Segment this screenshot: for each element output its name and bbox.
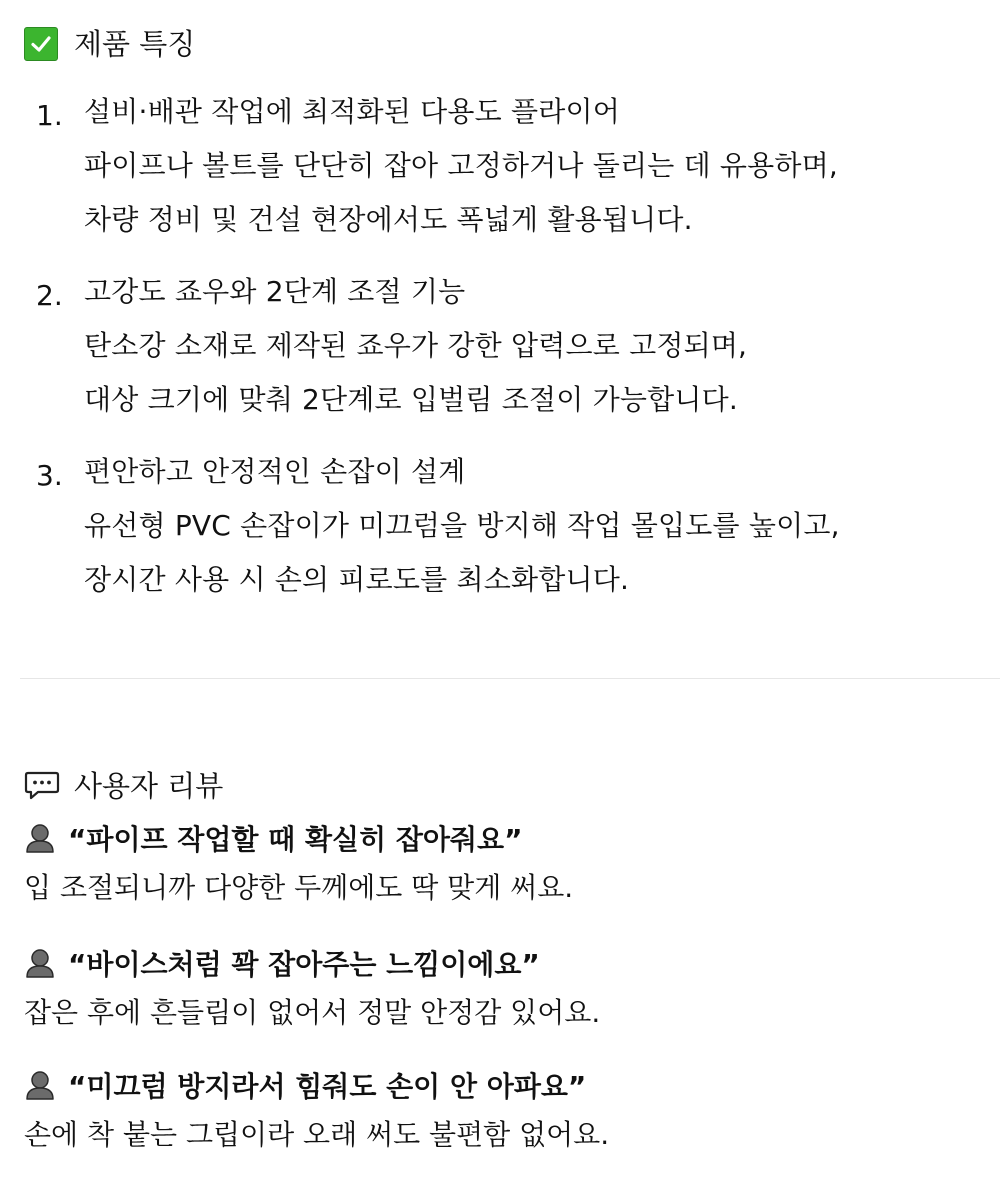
reviews-title — [24, 766, 223, 806]
feature-heading: 편안하고 안정적인 손잡이 설계 — [84, 455, 466, 488]
speech-bubble-icon — [24, 770, 60, 802]
feature-description-line: 파이프나 볼트를 단단히 잡아 고정하거나 돌리는 데 유용하며, — [84, 149, 839, 182]
feature-description-line: 장시간 사용 시 손의 피로도를 최소화합니다. — [84, 563, 630, 596]
features-list — [0, 90, 1000, 630]
review-quote: “바이스처럼 꽉 잡아주는 느낌이에요” — [68, 948, 540, 981]
feature-number: 2. — [36, 279, 63, 312]
features-title-text: 제품 특징 — [74, 27, 196, 61]
review-quote-row — [24, 816, 984, 860]
review-text: 손에 착 붙는 그립이라 오래 써도 불편함 없어요. — [24, 1118, 610, 1151]
person-silhouette-icon — [24, 822, 56, 854]
feature-heading: 설비·배관 작업에 최적화된 다용도 플라이어 — [84, 95, 620, 128]
review-quote: “미끄럼 방지라서 힘줘도 손이 안 아파요” — [68, 1070, 587, 1103]
review-quote-row — [24, 941, 984, 985]
reviews-title-text: 사용자 리뷰 — [74, 769, 224, 803]
feature-description-line: 대상 크기에 맞춰 2단계로 입벌림 조절이 가능합니다. — [84, 383, 738, 416]
person-silhouette-icon — [24, 947, 56, 979]
review-item — [24, 941, 984, 1035]
review-item — [24, 1063, 984, 1157]
review-text: 입 조절되니까 다양한 두께에도 딱 맞게 써요. — [24, 871, 574, 904]
feature-description-line: 탄소강 소재로 제작된 죠우가 강한 압력으로 고정되며, — [84, 329, 748, 362]
feature-item — [0, 90, 1000, 270]
features-title — [24, 24, 195, 64]
review-quote-row — [24, 1063, 984, 1107]
review-quote: “파이프 작업할 때 확실히 잡아줘요” — [68, 823, 523, 856]
review-item — [24, 816, 984, 910]
feature-number: 3. — [36, 459, 63, 492]
feature-description-line: 차량 정비 및 건설 현장에서도 폭넓게 활용됩니다. — [84, 203, 693, 236]
review-text: 잡은 후에 흔들림이 없어서 정말 안정감 있어요. — [24, 996, 601, 1029]
feature-number: 1. — [36, 99, 63, 132]
section-divider — [20, 678, 1000, 679]
feature-item — [0, 270, 1000, 450]
feature-item — [0, 450, 1000, 630]
check-box-icon — [24, 27, 58, 61]
feature-description-line: 유선형 PVC 손잡이가 미끄럼을 방지해 작업 몰입도를 높이고, — [84, 509, 840, 542]
feature-heading: 고강도 죠우와 2단계 조절 기능 — [84, 275, 466, 308]
person-silhouette-icon — [24, 1069, 56, 1101]
